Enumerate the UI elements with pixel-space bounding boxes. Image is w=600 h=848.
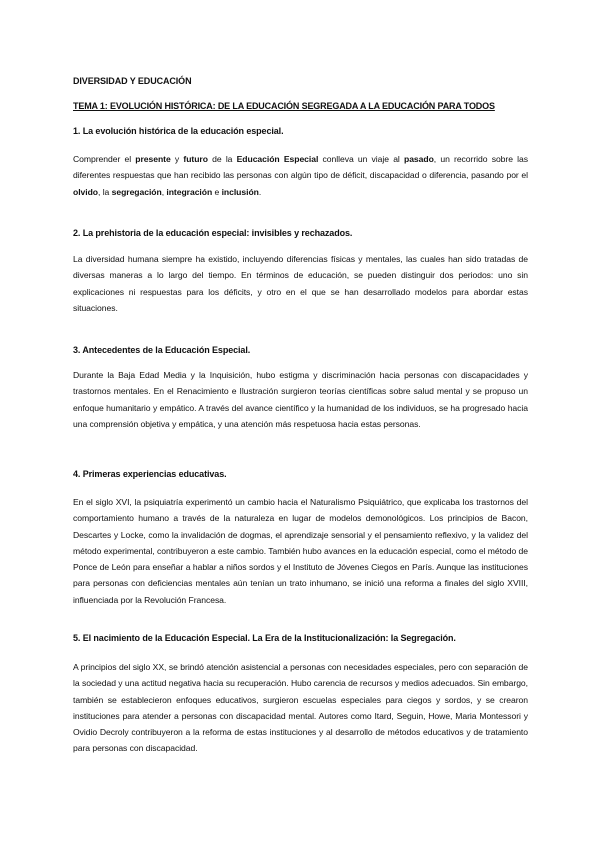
section-4-paragraph: En el siglo XVI, la psiquiatría experimentó un cambio hacia el Naturalismo Psiquiátrico, que explicaba los trastornos del comportamiento humano a través de la naturaleza en lugar de modelos demonológicos. Los principios de Bacon, Descartes y Locke, como la invalidación de dogmas, el aprendizaje sensorial y el pensamiento reflexivo, y la validez del método experimental, contribuyeron a este cambio. También hubo avances en la educación especial, como el método de Ponce de León para enseñar a hablar a niños sordos y el Instituto de Jóvenes Ciegos en París. Aunque las instituciones para personas con deficiencias mentales aún tenían un trato inhumano, se inició una reforma a finales del siglo XVIII, influenciada por la Revolución Francesa. (73, 497, 528, 605)
document-title: DIVERSIDAD Y EDUCACIÓN (73, 76, 192, 86)
section-3-heading: 3. Antecedentes de la Educación Especial. (73, 345, 251, 355)
topic-heading: TEMA 1: EVOLUCIÓN HISTÓRICA: DE LA EDUCACIÓN SEGREGADA A LA EDUCACIÓN PARA TODOS (73, 101, 495, 111)
section-4-heading: 4. Primeras experiencias educativas. (73, 469, 227, 479)
section-2-heading: 2. La prehistoria de la educación especial: invisibles y rechazados. (73, 228, 353, 238)
section-1-heading: 1. La evolución histórica de la educación especial. (73, 126, 284, 136)
section-1-paragraph: Comprender el presente y futuro de la Educación Especial conlleva un viaje al pasado, un recorrido sobre las diferentes respuestas que han recibido las personas con algún tipo de déficit, discapacidad o diferencia, pasando por el olvido, la segregación, integración e inclusión. (73, 154, 528, 197)
section-2-paragraph: La diversidad humana siempre ha existido, incluyendo diferencias físicas y mentales, las cuales han sido tratadas de diversas maneras a lo largo del tiempo. En términos de educación, se pueden distinguir dos periodos: uno sin explicaciones ni respuestas para los déficits, y otro en el que se han desarrollado modelos para abordar estas situaciones. (73, 254, 528, 313)
section-5-paragraph: A principios del siglo XX, se brindó atención asistencial a personas con necesidades especiales, pero con separación de la sociedad y una actitud negativa hacia su recuperación. Hubo carencia de recursos y medios adecuados. Sin embargo, también se establecieron enfoques educativos, surgieron escuelas especiales para ciegos y sordos, y se crearon instituciones para atender a personas con discapacidad mental. Autores como Itard, Seguin, Howe, Maria Montessori y Ovidio Decroly contribuyeron a la reforma de estas instituciones y al desarrollo de métodos educativos y de tratamiento para personas con discapacidad. (73, 662, 528, 754)
section-3-paragraph: Durante la Baja Edad Media y la Inquisición, hubo estigma y discriminación hacia personas con discapacidades y trastornos mentales. En el Renacimiento e Ilustración surgieron teorías científicas sobre salud mental y se propuso un enfoque humanitario y empático. A través del avance científico y la humanidad de los individuos, se ha progresado hacia una comprensión objetiva y empática, y una atención más respetuosa hacia estas personas. (73, 370, 528, 429)
section-5-heading: 5. El nacimiento de la Educación Especial. La Era de la Institucionalización: la Segregación. (73, 633, 456, 643)
